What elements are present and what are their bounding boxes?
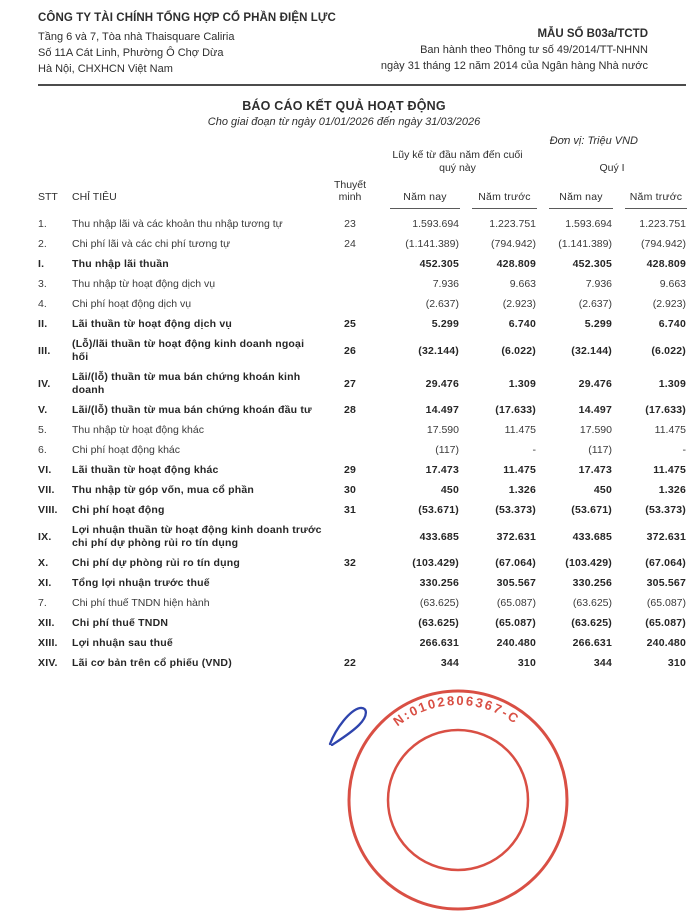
row-label: Chi phí thuế TNDN [72, 617, 169, 629]
row-value-q-current: 17.473 [578, 464, 612, 476]
row-stt: XIII. [38, 637, 58, 649]
row-value-ytd-current: (63.625) [419, 597, 459, 609]
row-note: 28 [343, 404, 357, 416]
table-row [38, 521, 687, 554]
column-header-ytd-prior-year: Năm trước [460, 179, 537, 209]
column-header-quarter-current-year: Năm nay [537, 179, 613, 209]
row-stt: V. [38, 404, 48, 416]
row-label: Tổng lợi nhuận trước thuế [72, 577, 210, 589]
row-value-q-prior: 305.567 [646, 577, 686, 589]
row-value-ytd-current: 5.299 [431, 318, 459, 330]
row-value-q-prior: 6.740 [658, 318, 686, 330]
row-value-ytd-prior: 1.326 [508, 484, 536, 496]
table-row [38, 654, 687, 674]
row-stt: I. [38, 258, 45, 270]
column-header-stt: STT [38, 191, 58, 203]
red-company-stamp [342, 684, 574, 916]
row-value-q-current: (103.429) [565, 557, 612, 569]
row-stt: 2. [38, 238, 47, 250]
row-value-ytd-prior: 6.740 [508, 318, 536, 330]
row-value-ytd-current: (63.625) [418, 617, 459, 629]
row-value-q-current: 5.299 [584, 318, 612, 330]
row-label: Lợi nhuận thuần từ hoạt động kinh doanh trước chi phí dự phòng rủi ro tín dụng [72, 524, 322, 549]
row-stt: 1. [38, 218, 47, 230]
row-value-ytd-current: 1.593.694 [412, 218, 459, 230]
income-statement-table [38, 149, 687, 674]
table-row [38, 275, 687, 295]
row-note: 30 [343, 484, 357, 496]
table-row [38, 209, 687, 235]
row-value-q-current: 452.305 [572, 258, 612, 270]
row-note [322, 521, 378, 554]
row-value-ytd-prior: (53.373) [495, 504, 536, 516]
row-value-q-prior: (53.373) [645, 504, 686, 516]
row-value-q-current: 29.476 [578, 377, 612, 390]
row-value-ytd-current: (1.141.389) [405, 238, 459, 250]
row-note [322, 421, 378, 441]
row-value-q-prior: 1.326 [658, 484, 686, 496]
row-value-q-current: (53.671) [571, 504, 612, 516]
table-row [38, 574, 687, 594]
row-value-q-prior: (65.087) [645, 617, 686, 629]
row-note: 32 [343, 557, 357, 569]
row-value-ytd-prior: (17.633) [495, 404, 536, 416]
row-stt: 3. [38, 278, 47, 290]
table-row [38, 461, 687, 481]
document-header [0, 0, 688, 77]
row-value-ytd-prior: 428.809 [496, 258, 536, 270]
row-stt: 6. [38, 444, 47, 456]
row-value-ytd-prior: 11.475 [503, 464, 536, 476]
table-header [38, 149, 687, 209]
row-note [322, 614, 378, 634]
row-note: 22 [343, 657, 357, 669]
currency-unit-note: Đơn vị: Triệu VND [549, 135, 638, 147]
row-value-ytd-current: (103.429) [412, 557, 459, 569]
company-address-line-2: Số 11A Cát Linh, Phường Ô Chợ Dừa [38, 47, 224, 59]
table-row [38, 614, 687, 634]
row-stt: XI. [38, 577, 52, 589]
row-note: 26 [343, 344, 357, 357]
table-row [38, 295, 687, 315]
group-header-ytd-label: Lũy kế từ đầu năm đến cuối quý này [392, 149, 523, 174]
group-header-row [38, 149, 687, 179]
group-header-spacer [38, 149, 378, 179]
row-value-ytd-current: (2.637) [425, 298, 459, 310]
row-value-ytd-prior: 1.223.751 [489, 218, 536, 230]
row-value-ytd-prior: 372.631 [496, 530, 536, 543]
row-stt: 7. [38, 597, 47, 609]
row-stt: 5. [38, 424, 47, 436]
form-number: MẪU SỐ B03a/TCTD [537, 28, 648, 40]
column-header-quarter-prior-year: Năm trước [613, 179, 687, 209]
row-value-ytd-current: (117) [435, 444, 459, 456]
table-row [38, 481, 687, 501]
row-note [322, 634, 378, 654]
row-stt: VII. [38, 484, 55, 496]
column-header-thuyet-minh: Thuyết minh [333, 179, 367, 203]
row-note [322, 574, 378, 594]
row-label: Chi phí lãi và các chi phí tương tự [72, 238, 231, 250]
row-label: Chi phí hoạt động [72, 504, 165, 516]
table-row [38, 401, 687, 421]
row-stt: XIV. [38, 657, 58, 669]
row-label: (Lỗ)/lãi thuần từ hoạt động kinh doanh ngoại hối [72, 338, 305, 363]
row-value-q-current: 433.685 [572, 530, 612, 543]
table-body [38, 209, 687, 674]
row-label: Chi phí dự phòng rủi ro tín dụng [72, 557, 240, 569]
row-value-q-current: (117) [588, 444, 612, 456]
table-row [38, 634, 687, 654]
row-note [322, 441, 378, 461]
row-value-ytd-prior: 240.480 [496, 637, 536, 649]
row-note [322, 594, 378, 614]
row-value-ytd-current: 29.476 [425, 377, 459, 390]
row-label: Lãi thuần từ hoạt động khác [72, 464, 219, 476]
row-stt: IX. [38, 530, 52, 543]
row-value-ytd-prior: - [532, 444, 536, 456]
table-row [38, 255, 687, 275]
header-divider [38, 84, 686, 86]
row-value-q-prior: (65.087) [646, 597, 686, 609]
row-value-q-prior: - [682, 444, 686, 456]
table-row [38, 501, 687, 521]
issued-per-line-2: ngày 31 tháng 12 năm 2014 của Ngân hàng Nhà nước [380, 60, 648, 72]
table-row [38, 554, 687, 574]
row-stt: 4. [38, 298, 47, 310]
table-row [38, 335, 687, 368]
row-value-ytd-prior: 305.567 [496, 577, 536, 589]
row-note: 25 [343, 318, 357, 330]
row-value-q-prior: 11.475 [653, 464, 686, 476]
row-label: Lãi/(lỗ) thuần từ mua bán chứng khoán kinh doanh [72, 371, 301, 396]
form-reference-block [381, 12, 648, 77]
row-value-ytd-current: 433.685 [419, 530, 459, 543]
row-value-q-prior: 11.475 [654, 424, 686, 436]
table-row [38, 315, 687, 335]
row-value-q-current: 17.590 [579, 424, 612, 436]
row-value-ytd-current: 14.497 [425, 404, 459, 416]
row-value-ytd-prior: (6.022) [501, 344, 536, 357]
column-header-ytd-current-year: Năm nay [378, 179, 460, 209]
row-value-ytd-prior: 1.309 [508, 377, 536, 390]
row-value-ytd-prior: (67.064) [495, 557, 536, 569]
row-value-q-current: 1.593.694 [565, 218, 612, 230]
row-value-q-prior: (6.022) [651, 344, 686, 357]
row-value-q-prior: 1.223.751 [639, 218, 686, 230]
row-stt: VIII. [38, 504, 58, 516]
group-header-quarter [537, 149, 687, 179]
row-value-ytd-current: 17.590 [426, 424, 459, 436]
row-value-q-prior: 240.480 [646, 637, 686, 649]
row-label: Thu nhập từ hoạt động khác [72, 424, 204, 436]
row-value-ytd-current: 17.473 [425, 464, 459, 476]
row-label: Lãi/(lỗ) thuần từ mua bán chứng khoán đầu tư [72, 404, 312, 416]
row-label: Chi phí hoạt động dịch vụ [72, 298, 192, 310]
row-note: 27 [343, 377, 357, 390]
row-value-q-current: 7.936 [585, 278, 612, 290]
row-value-ytd-current: (53.671) [418, 504, 459, 516]
row-note [322, 275, 378, 295]
row-value-q-prior: (794.942) [641, 238, 686, 250]
row-value-q-current: 330.256 [572, 577, 612, 589]
row-value-q-current: 450 [593, 484, 612, 496]
company-name: CÔNG TY TÀI CHÍNH TỔNG HỢP CỔ PHẦN ĐIỆN LỰC [38, 12, 336, 24]
row-label: Thu nhập từ hoạt động dịch vụ [72, 278, 216, 290]
group-header-ytd [378, 149, 537, 179]
table-row [38, 421, 687, 441]
row-value-q-prior: 1.309 [658, 377, 686, 390]
row-value-ytd-prior: (65.087) [495, 617, 536, 629]
report-title: BÁO CÁO KẾT QUẢ HOẠT ĐỘNG [242, 99, 446, 113]
row-note [322, 255, 378, 275]
row-label: Lãi cơ bản trên cổ phiếu (VND) [72, 657, 232, 669]
row-value-q-prior: (17.633) [645, 404, 686, 416]
row-label: Thu nhập lãi thuần [72, 258, 169, 270]
row-value-q-prior: (2.923) [652, 298, 686, 310]
row-value-ytd-current: 450 [440, 484, 459, 496]
row-label: Thu nhập lãi và các khoản thu nhập tương tự [72, 218, 283, 230]
row-value-q-current: (32.144) [571, 344, 612, 357]
row-value-q-prior: (67.064) [645, 557, 686, 569]
row-value-q-prior: 372.631 [646, 530, 686, 543]
table-row [38, 235, 687, 255]
row-value-q-current: 344 [593, 657, 612, 669]
row-value-q-current: 14.497 [578, 404, 612, 416]
row-value-q-prior: 428.809 [646, 258, 686, 270]
row-value-ytd-current: 452.305 [419, 258, 459, 270]
row-value-ytd-prior: 310 [517, 657, 536, 669]
row-value-ytd-prior: 9.663 [509, 278, 536, 290]
row-stt: VI. [38, 464, 52, 476]
row-stt: X. [38, 557, 49, 569]
row-value-ytd-current: 266.631 [419, 637, 459, 649]
issued-per-line-1: Ban hành theo Thông tư số 49/2014/TT-NHNN [420, 44, 648, 56]
row-value-ytd-prior: (2.923) [502, 298, 536, 310]
row-value-ytd-current: 344 [440, 657, 459, 669]
row-stt: III. [38, 344, 51, 357]
report-period: Cho giai đoạn từ ngày 01/01/2026 đến ngày 31/03/2026 [207, 116, 481, 128]
column-header-chi-tieu: CHỈ TIÊU [72, 191, 117, 203]
row-value-ytd-current: (32.144) [418, 344, 459, 357]
row-note: 31 [343, 504, 357, 516]
row-value-q-prior: 310 [667, 657, 686, 669]
row-label: Lợi nhuận sau thuế [72, 637, 173, 649]
table-row [38, 368, 687, 401]
column-header-row [38, 179, 687, 209]
row-label: Chi phí hoạt động khác [72, 444, 180, 456]
row-value-q-current: 266.631 [572, 637, 612, 649]
row-value-ytd-prior: (794.942) [491, 238, 536, 250]
row-label: Chi phí thuế TNDN hiện hành [72, 597, 210, 609]
row-value-ytd-current: 330.256 [419, 577, 459, 589]
row-note [322, 295, 378, 315]
row-value-q-current: (63.625) [571, 617, 612, 629]
row-value-ytd-current: 7.936 [432, 278, 459, 290]
row-value-q-current: (2.637) [578, 298, 612, 310]
row-stt: II. [38, 318, 48, 330]
row-value-ytd-prior: (65.087) [496, 597, 536, 609]
table-row [38, 594, 687, 614]
group-header-quarter-label: Quý I [599, 162, 625, 174]
row-note: 24 [344, 238, 356, 250]
row-value-q-current: (63.625) [572, 597, 612, 609]
table-row [38, 441, 687, 461]
row-label: Lãi thuần từ hoạt động dịch vụ [72, 318, 233, 330]
row-value-q-prior: 9.663 [659, 278, 686, 290]
row-stt: IV. [38, 377, 51, 390]
company-address-line-3: Hà Nội, CHXHCN Việt Nam [38, 63, 173, 75]
row-value-q-current: (1.141.389) [558, 238, 612, 250]
company-address-line-1: Tầng 6 và 7, Tòa nhà Thaisquare Caliria [38, 31, 235, 43]
company-block [38, 12, 336, 77]
row-value-ytd-prior: 11.475 [504, 424, 536, 436]
row-stt: XII. [38, 617, 55, 629]
stamp-registration-number: N:0102806367-C [390, 692, 523, 730]
row-note: 23 [344, 218, 356, 230]
row-note: 29 [343, 464, 357, 476]
row-label: Thu nhập từ góp vốn, mua cổ phần [72, 484, 254, 496]
